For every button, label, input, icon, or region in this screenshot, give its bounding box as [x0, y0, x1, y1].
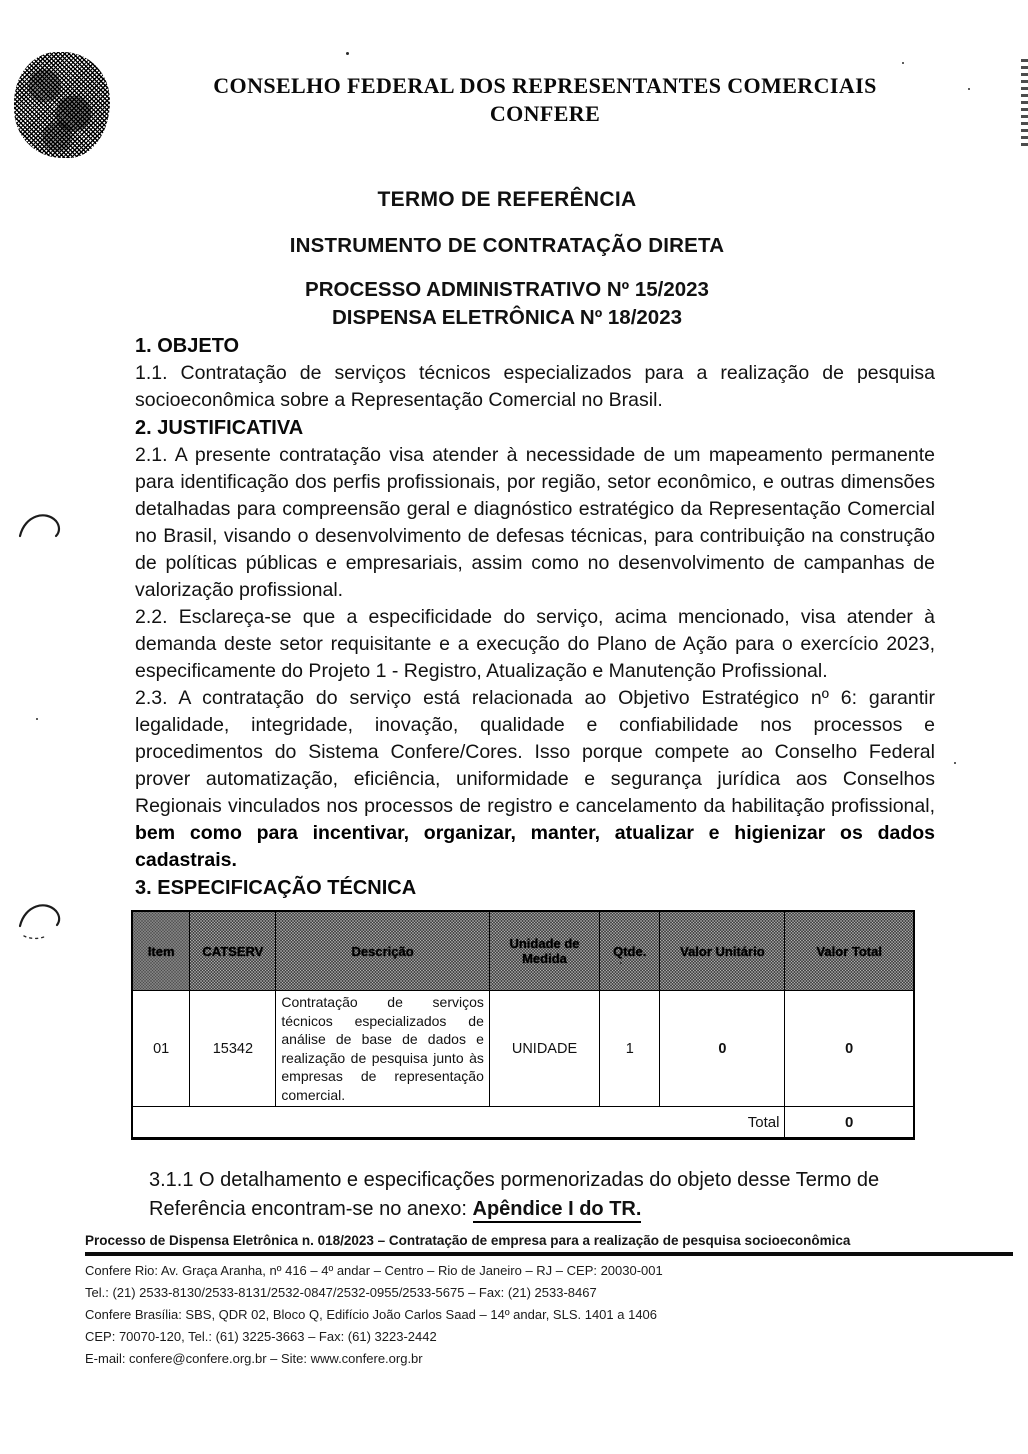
title-block	[107, 188, 921, 332]
paragraph-1-1: 1.1. Contratação de serviços técnicos especializados para a realização de pesquisa socioeconômica sobre a Representação Comercial no Brasil.	[135, 362, 935, 411]
specification-table	[131, 910, 915, 1140]
scan-mark-arc	[16, 508, 62, 546]
cell-valor-total: 0	[785, 991, 914, 1107]
col-header-qtde: Qtde.	[600, 911, 660, 991]
section-heading-objeto: 1. OBJETO	[135, 335, 240, 357]
table-header-row	[132, 911, 914, 991]
scan-edge-smudge	[1021, 58, 1028, 146]
coat-of-arms-logo	[14, 52, 110, 158]
paragraph-2-2: 2.2. Esclareça-se que a especificidade do serviço, acima mencionado, visa atender à demanda deste setor requisitante e a execução do Plano de Ação para o exercício 2023, especificamente do Projeto 1 - Registro, Atualização e Manutenção Profissional.	[135, 606, 935, 682]
footer-address-brasilia: Confere Brasília: SBS, QDR 02, Bloco Q, Edifício João Carlos Saad – 14º andar, SLS. 1401 a 1406	[85, 1307, 658, 1322]
process-number: PROCESSO ADMINISTRATIVO Nº 15/2023	[305, 278, 709, 301]
total-value: 0	[785, 1107, 914, 1139]
col-header-item: Item	[132, 911, 190, 991]
section-heading-justificativa: 2. JUSTIFICATIVA	[135, 417, 304, 439]
col-header-descricao: Descrição	[276, 911, 490, 991]
table-row	[132, 991, 914, 1107]
org-name-line2: CONFERE	[489, 101, 601, 126]
apendice-reference: Apêndice I do TR.	[473, 1198, 642, 1223]
table-total-row	[132, 1107, 914, 1139]
footer-divider	[85, 1252, 1013, 1256]
total-label: Total	[132, 1107, 785, 1139]
cell-item: 01	[132, 991, 190, 1107]
footer-address-rio: Confere Rio: Av. Graça Aranha, nº 416 – 4º andar – Centro – Rio de Janeiro – RJ – CEP: 20030-001	[85, 1263, 663, 1278]
scan-noise-dot	[902, 62, 904, 64]
doc-subtitle: INSTRUMENTO DE CONTRATAÇÃO DIRETA	[289, 234, 725, 257]
document-body	[135, 332, 935, 1224]
col-header-unidade: Unidade de Medida	[489, 911, 599, 991]
scan-noise-dot	[968, 88, 970, 90]
footer-process-line: Processo de Dispensa Eletrônica n. 018/2023 – Contratação de empresa para a realização de pesquisa socioeconômica	[85, 1233, 851, 1248]
cell-descricao: Contratação de serviços técnicos especializados de análise de base de dados e realização de pesquisa junto às empresas de representação comercial.	[276, 991, 490, 1107]
scan-noise-dot	[36, 718, 38, 720]
doc-title: TERMO DE REFERÊNCIA	[377, 188, 637, 211]
footer-email-site: E-mail: confere@confere.org.br – Site: www.confere.org.br	[85, 1351, 423, 1366]
footer-phone-brasilia: CEP: 70070-120, Tel.: (61) 3225-3663 – Fax: (61) 3223-2442	[85, 1329, 437, 1344]
paragraph-2-1: 2.1. A presente contratação visa atender à necessidade de um mapeamento permanente para identificação dos perfis profissionais, por região, setor econômico, e outras dimensões detalhadas para compreensão geral e diagnóstico estratégico da Representação Comercial no Brasil, visando o desenvolvimento de defesas técnicas, para contribuição na construção de políticas públicas e empresariais, assim como no desenvolvimento de campanhas de valorização profissional.	[135, 444, 935, 601]
org-header	[0, 0, 1028, 158]
cell-qtde: 1	[600, 991, 660, 1107]
cell-unidade: UNIDADE	[489, 991, 599, 1107]
org-name	[110, 72, 1028, 128]
cell-catserv: 15342	[190, 991, 276, 1107]
footer-phone-rio: Tel.: (21) 2533-8130/2533-8131/2532-0847/2532-0955/2533-5675 – Fax: (21) 2533-8467	[85, 1285, 597, 1300]
paragraph-2-3-text: 2.3. A contratação do serviço está relacionada ao Objetivo Estratégico nº 6: garantir legalidade, integridade, inovação, qualidade e confiabilidade nos processos e procedimentos do Sistema Confere/Cores. Isso porque compete ao Conselho Federal prover automatização, eficiência, uniformidade e segurança jurídica aos Conselhos Regionais vinculados nos processos de registro e cancelamento da habilitação profissional,	[135, 687, 935, 817]
section-heading-especificacao: 3. ESPECIFICAÇÃO TÉCNICA	[135, 877, 417, 899]
org-name-line1: CONSELHO FEDERAL DOS REPRESENTANTES COMERCIAIS	[213, 73, 877, 98]
paragraph-3-1-1-text: 3.1.1 O detalhamento e especificações pormenorizadas do objeto desse Termo de Referência encontram-se no anexo:	[149, 1169, 880, 1220]
paragraph-2-3	[135, 685, 935, 874]
scan-noise-dot	[954, 762, 956, 764]
col-header-valor-unitario: Valor Unitário	[660, 911, 785, 991]
scan-mark-arc	[16, 898, 62, 942]
col-header-catserv: CATSERV	[190, 911, 276, 991]
dispensa-number: DISPENSA ELETRÔNICA Nº 18/2023	[331, 306, 682, 329]
paragraph-3-1-1	[149, 1166, 935, 1224]
col-header-valor-total: Valor Total	[785, 911, 914, 991]
paragraph-2-3-bold-text: bem como para incentivar, organizar, manter, atualizar e higienizar os dados cadastrais.	[135, 822, 935, 871]
scan-noise-dot	[620, 962, 622, 964]
page-footer	[85, 1232, 1013, 1370]
cell-valor-unitario: 0	[660, 991, 785, 1107]
scan-noise-dot	[346, 52, 349, 55]
